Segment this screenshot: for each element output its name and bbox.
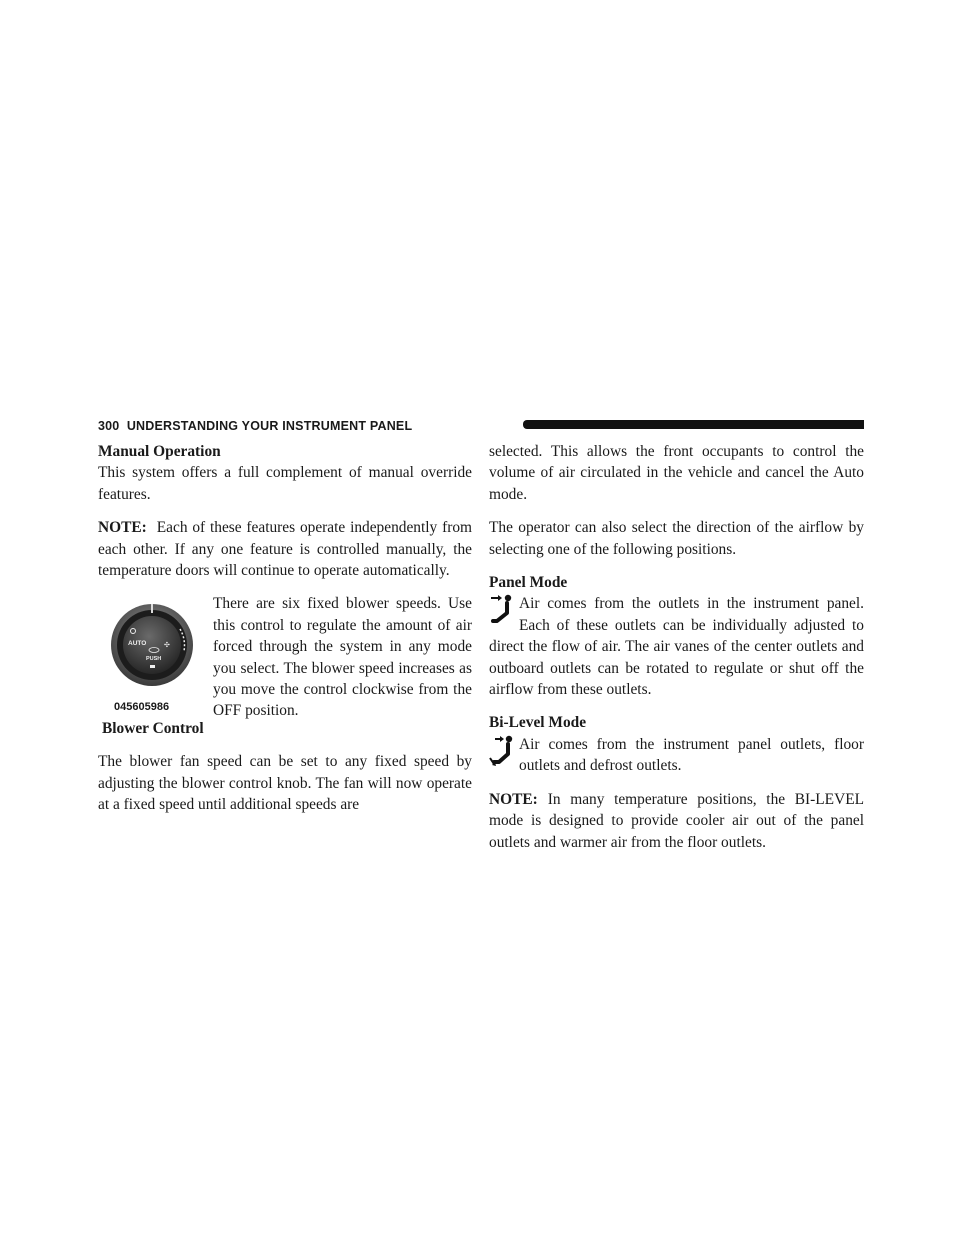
svg-text:AUTO: AUTO (128, 640, 147, 648)
header-rule (523, 420, 864, 429)
figure-code: 045605986 (114, 701, 170, 714)
svg-text:PUSH: PUSH (146, 656, 162, 663)
bilevel-mode-icon (489, 734, 513, 770)
left-column (98, 441, 472, 828)
panel-mode-icon (489, 593, 513, 629)
page-header (98, 418, 864, 434)
bilevel-mode-text: Air comes from the instrument panel outlets, floor outlets and defrost outlets. (519, 735, 864, 775)
figure-caption: Blower Control (102, 720, 204, 738)
direction-paragraph: The operator can also select the direction of the airflow by selecting one of the following positions. (489, 519, 864, 558)
page-number: 300 (98, 419, 120, 433)
note-label: NOTE: (98, 519, 147, 537)
note-text: Each of these features operate independently from each other. If any one feature is controlled manually, the temperature doors will continue to operate automatically. (98, 519, 472, 580)
bilevel-note-paragraph (489, 789, 864, 853)
manual-operation-heading: Manual Operation (98, 443, 221, 460)
panel-mode-block (489, 593, 864, 700)
bilevel-mode-block (489, 734, 864, 777)
bilevel-note-text: In many temperature positions, the BI-LEVEL mode is designed to provide cooler air out of the panel outlets and warmer air from the floor outlets. (489, 790, 864, 851)
blower-knob-icon (98, 593, 208, 698)
blower-figure-block (98, 593, 472, 743)
fan-speed-paragraph: The blower fan speed can be set to any fixed speed by adjusting the blower control knob. The fan will now operate at a fixed speed until additional speeds are (98, 753, 472, 814)
bilevel-mode-heading: Bi-Level Mode (489, 714, 587, 732)
page-header-text (98, 419, 412, 433)
panel-mode-text: Air comes from the outlets in the instrument panel. Each of these outlets can be individually adjusted to direct the flow of air. The air vanes of the center outlets and outboard outlets can be rotated to regulate or shut off the airflow from these outlets. (489, 595, 864, 699)
bilevel-note-label: NOTE: (489, 790, 538, 808)
manual-operation-intro: This system offers a full complement of manual override features. (98, 464, 472, 503)
note-paragraph (98, 517, 472, 581)
svg-text:✣: ✣ (164, 642, 170, 650)
right-column (489, 441, 864, 865)
panel-mode-heading: Panel Mode (489, 574, 568, 592)
blower-speeds-text: There are six fixed blower speeds. Use this control to regulate the amount of air forced through the system in any mode you select. The blower speed increases as you move the control clockwise from the OFF position. (213, 595, 472, 720)
section-title: UNDERSTANDING YOUR INSTRUMENT PANEL (126, 419, 413, 433)
continued-paragraph: selected. This allows the front occupants to control the volume of air circulated in the vehicle and cancel the Auto mode. (489, 443, 864, 503)
